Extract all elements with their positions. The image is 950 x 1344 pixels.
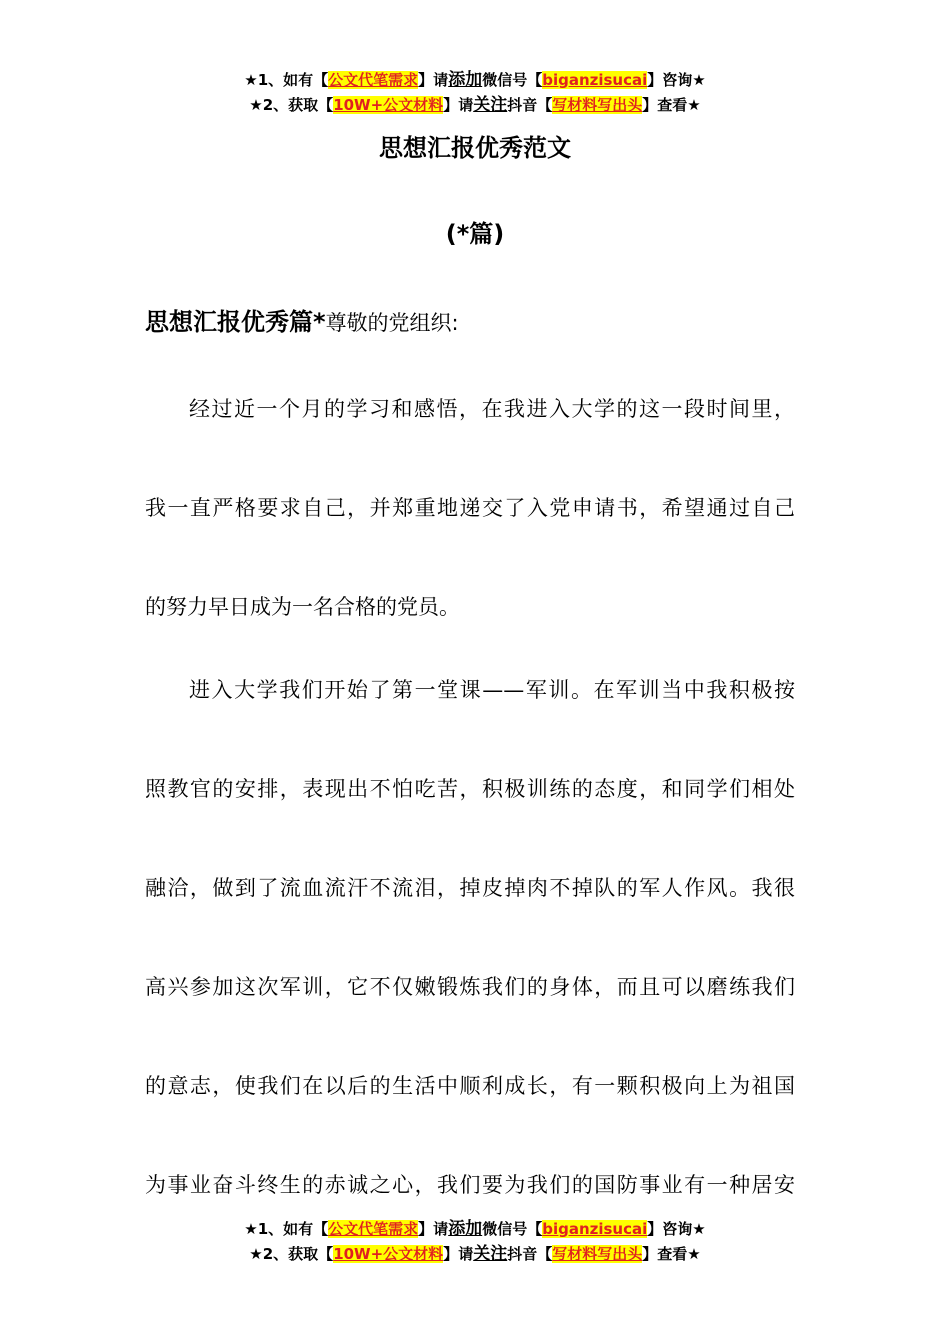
ad-text: 】请 <box>443 96 474 114</box>
ad-highlight-wechat-id: biganzisucai <box>542 1220 648 1238</box>
ad-text: 抖音【 <box>507 96 553 114</box>
body-line: 的努力早日成为一名合格的党员。 <box>145 595 460 619</box>
section-heading <box>145 304 459 342</box>
body-line: 照教官的安排，表现出不怕吃苦，积极训练的态度，和同学们相处 <box>145 777 795 801</box>
ad-suffix: 】查看★ <box>642 1245 701 1263</box>
ad-prefix: ★1、如有【 <box>244 71 329 89</box>
ad-suffix: 】咨询★ <box>647 71 706 89</box>
ad-header-line-1 <box>0 68 950 92</box>
ad-suffix: 】咨询★ <box>647 1220 706 1238</box>
ad-text: 抖音【 <box>507 1245 553 1263</box>
ad-prefix: ★2、获取【 <box>249 1245 334 1263</box>
body-line: 为事业奋斗终生的赤诚之心，我们要为我们的国防事业有一种居安 <box>145 1173 795 1197</box>
ad-footer-line-2 <box>0 1242 950 1266</box>
ad-text: 】请 <box>443 1245 474 1263</box>
ad-highlight-materials: 10W+公文材料 <box>333 1245 444 1263</box>
body-line: 进入大学我们开始了第一堂课——军训。在军训当中我积极按 <box>189 678 795 702</box>
ad-text: 】请 <box>418 1220 449 1238</box>
ad-highlight-douyin-account: 写材料写出头 <box>552 1245 643 1263</box>
document-title: 思想汇报优秀范文 <box>379 134 571 162</box>
document-subtitle: (*篇) <box>445 220 505 248</box>
ad-suffix: 】查看★ <box>642 96 701 114</box>
ad-footer-line-1 <box>0 1217 950 1241</box>
ad-highlight-douyin-account: 写材料写出头 <box>552 96 643 114</box>
salutation: 尊敬的党组织: <box>325 311 459 335</box>
ad-text: 】请 <box>418 71 449 89</box>
ad-highlight-materials: 10W+公文材料 <box>333 96 444 114</box>
ad-underlined-word: 添加 <box>448 1219 483 1239</box>
ad-underlined-word: 关注 <box>473 95 508 115</box>
ad-prefix: ★1、如有【 <box>244 1220 329 1238</box>
body-line: 融洽，做到了流血流汗不流泪，掉皮掉肉不掉队的军人作风。我很 <box>145 876 795 900</box>
heading-bold: 思想汇报优秀篇* <box>145 308 326 336</box>
ad-text: 微信号【 <box>482 71 543 89</box>
ad-underlined-word: 添加 <box>448 70 483 90</box>
ad-highlight-service: 公文代笔需求 <box>328 71 419 89</box>
body-line: 我一直严格要求自己，并郑重地递交了入党申请书，希望通过自己 <box>145 496 795 520</box>
body-line: 高兴参加这次军训，它不仅嫩锻炼我们的身体，而且可以磨练我们 <box>145 975 795 999</box>
ad-underlined-word: 关注 <box>473 1244 508 1264</box>
ad-header-line-2 <box>0 93 950 117</box>
ad-text: 微信号【 <box>482 1220 543 1238</box>
body-line: 的意志，使我们在以后的生活中顺利成长，有一颗积极向上为祖国 <box>145 1074 795 1098</box>
body-line: 经过近一个月的学习和感悟，在我进入大学的这一段时间里， <box>189 397 795 421</box>
ad-highlight-service: 公文代笔需求 <box>328 1220 419 1238</box>
ad-prefix: ★2、获取【 <box>249 96 334 114</box>
ad-highlight-wechat-id: biganzisucai <box>542 71 648 89</box>
